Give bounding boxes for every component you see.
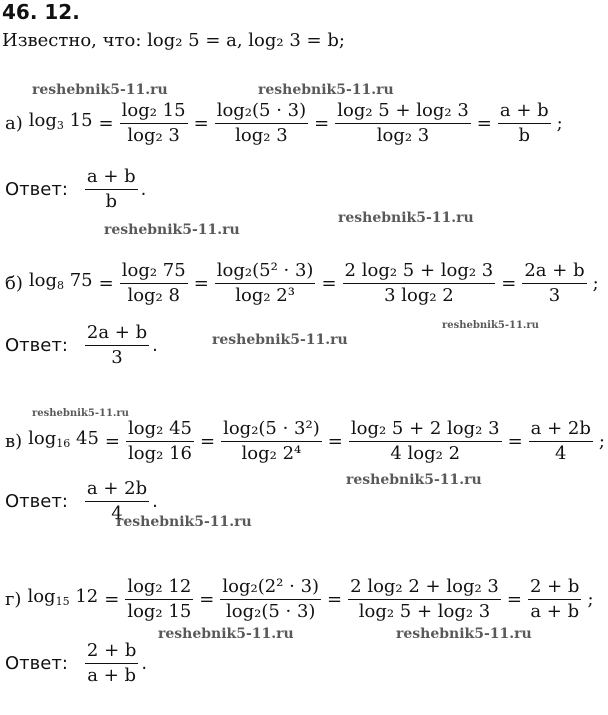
problem-number: 46. 12. [2, 0, 80, 24]
answer-label: Ответ: [5, 178, 68, 200]
equation-line-b: б) $\log_8 75$ = $\frac{\text{log₂ 75}}{\text{log₂ 8}}$ = $\frac{\text{log₂(5² · 3)}}{\text{log₂ 2³}}$ = $\frac{\text{2 log₂ 5 + log₂ 3}}{\text{3 log₂ 2}}$ = $\frac{2a + b}{3}$ ; [5, 260, 599, 306]
part-label-b: б) [5, 272, 23, 294]
answer-fraction-c: $\frac{a + 2b}{4}$ [86, 478, 148, 524]
lhs-log-b: $\log_8 75$ [28, 270, 93, 292]
answer-a: Ответ: $\frac{a + b}{b}$ . [5, 166, 147, 212]
equation-line-c: в) $\log_{16} 45$ = $\frac{\text{log₂ 45}}{\text{log₂ 16}}$ = $\frac{\text{log₂(5 · 3²)}}{\text{log₂ 2⁴}}$ = $\frac{\text{log₂ 5 + 2 log₂ 3}}{\text{4 log₂ 2}}$ = $\frac{a + 2b}{4}$ ; [5, 418, 605, 464]
answer-label: Ответ: [5, 652, 68, 674]
given-statement: Известно, что: log₂ 5 = a, log₂ 3 = b; [2, 30, 345, 51]
watermark: reshebnik5-11.ru [258, 82, 394, 98]
watermark: reshebnik5-11.ru [442, 320, 539, 331]
lhs-log-a: $\log_3 15$ [28, 110, 93, 132]
equation-line-a: а) $\log_3 15$ = $\frac{\text{log₂ 15}}{\text{log₂ 3}}$ = $\frac{\text{log₂(5 · 3)}}{\text{log₂ 3}}$ = $\frac{\text{log₂ 5 + log₂ 3}}{\text{log₂ 3}}$ = $\frac{a + b}{b}$ ; [5, 100, 563, 146]
answer-d: Ответ: $\frac{2 + b}{a + b}$ . [5, 640, 148, 686]
fraction: $\frac{2 + b}{a + b}$ [529, 576, 580, 622]
fraction: $\frac{a + b}{b}$ [499, 100, 549, 146]
fraction: $\frac{\text{log₂ 12}}{\text{log₂ 15}}$ [127, 576, 192, 622]
fraction: $\frac{\text{2 log₂ 2 + log₂ 3}}{\text{log₂ 5 + log₂ 3}}$ [350, 576, 499, 622]
watermark: reshebnik5-11.ru [338, 210, 474, 226]
fraction: $\frac{\text{log₂ 75}}{\text{log₂ 8}}$ [121, 260, 186, 306]
answer-c: Ответ: $\frac{a + 2b}{4}$ . [5, 478, 158, 524]
answer-fraction-d: $\frac{2 + b}{a + b}$ [86, 640, 137, 686]
part-label-a: а) [5, 112, 23, 134]
watermark: reshebnik5-11.ru [32, 408, 129, 419]
watermark: reshebnik5-11.ru [104, 222, 240, 238]
fraction: $\frac{\text{log₂(2² · 3)}}{\text{log₂(5 · 3)}}$ [222, 576, 320, 622]
watermark: reshebnik5-11.ru [212, 332, 348, 348]
fraction: $\frac{\text{log₂ 5 + 2 log₂ 3}}{\text{4 log₂ 2}}$ [350, 418, 500, 464]
equation-line-d: г) $\log_{15} 12$ = $\frac{\text{log₂ 12}}{\text{log₂ 15}}$ = $\frac{\text{log₂(2² · 3)}}{\text{log₂(5 · 3)}}$ = $\frac{\text{2 log₂ 2 + log₂ 3}}{\text{log₂ 5 + log₂ 3}}$ = $\frac{2 + b}{a + b}$ ; [5, 576, 594, 622]
answer-b: Ответ: $\frac{2a + b}{3}$ . [5, 322, 158, 368]
part-label-c: в) [5, 430, 23, 452]
answer-label: Ответ: [5, 490, 68, 512]
fraction: $\frac{2a + b}{3}$ [524, 260, 585, 306]
fraction: $\frac{\text{log₂ 5 + log₂ 3}}{\text{log₂ 3}}$ [337, 100, 469, 146]
answer-fraction-a: $\frac{a + b}{b}$ [86, 166, 136, 212]
fraction: $\frac{\text{log₂(5² · 3)}}{\text{log₂ 2³}}$ [216, 260, 314, 306]
answer-label: Ответ: [5, 334, 68, 356]
fraction: $\frac{\text{2 log₂ 5 + log₂ 3}}{\text{3 log₂ 2}}$ [344, 260, 494, 306]
watermark: reshebnik5-11.ru [116, 514, 252, 530]
part-label-d: г) [5, 588, 22, 610]
lhs-log-d: $\log_{15} 12$ [27, 586, 99, 608]
watermark: reshebnik5-11.ru [396, 626, 532, 642]
fraction: $\frac{\text{log₂(5 · 3²)}}{\text{log₂ 2⁴}}$ [223, 418, 320, 464]
watermark: reshebnik5-11.ru [32, 82, 168, 98]
answer-fraction-b: $\frac{2a + b}{3}$ [86, 322, 148, 368]
lhs-log-c: $\log_{16} 45$ [28, 428, 99, 450]
fraction: $\frac{\text{log₂ 45}}{\text{log₂ 16}}$ [128, 418, 192, 464]
watermark: reshebnik5-11.ru [158, 626, 294, 642]
watermark: reshebnik5-11.ru [346, 472, 482, 488]
fraction: $\frac{\text{log₂(5 · 3)}}{\text{log₂ 3}}$ [216, 100, 307, 146]
fraction: $\frac{a + 2b}{4}$ [530, 418, 591, 464]
fraction: $\frac{\text{log₂ 15}}{\text{log₂ 3}}$ [121, 100, 186, 146]
